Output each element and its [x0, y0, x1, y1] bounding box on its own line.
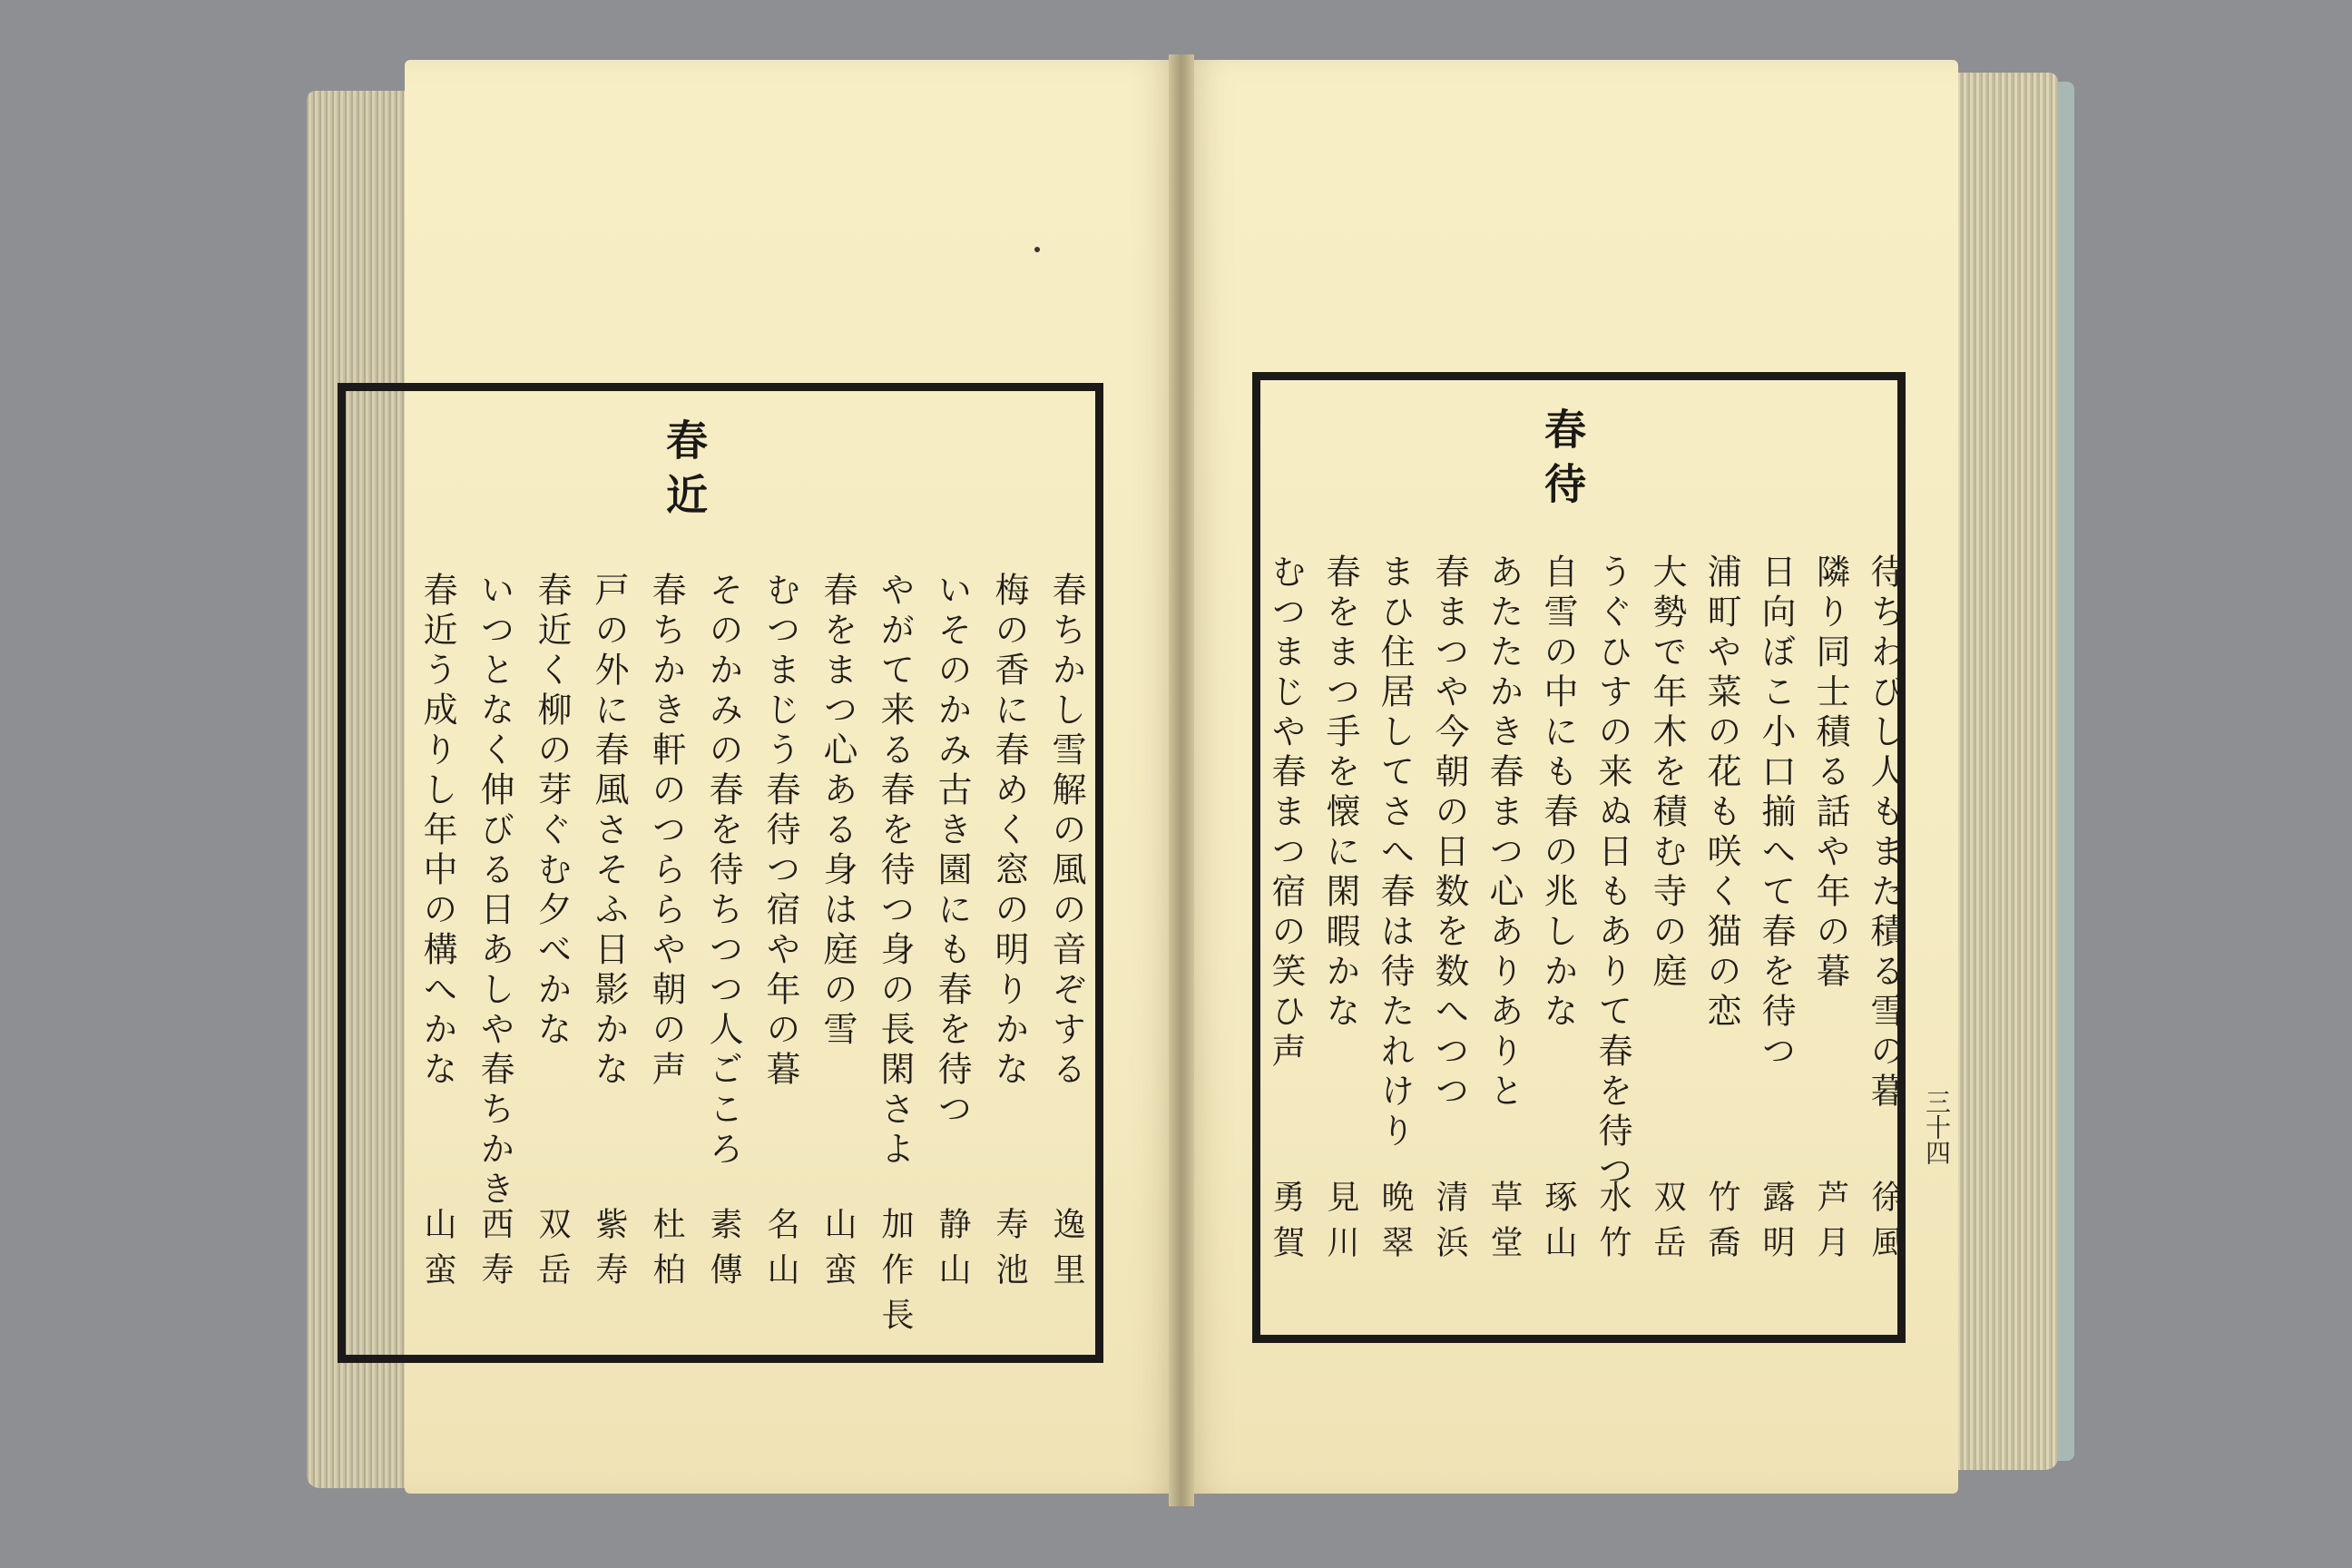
right-poem-text: 隣り同士積る話や年の暮 [1810, 554, 1850, 993]
right-title-char-1: 春 [1538, 407, 1587, 462]
left-poem-author: 双岳 [534, 1207, 571, 1298]
left-poem-text: 戸の外に春風さそふ日影かな [589, 572, 629, 1091]
left-poem-author: 静山 [934, 1207, 971, 1298]
right-title-char-2: 待 [1538, 462, 1587, 516]
right-poem-author: 勇賀 [1268, 1180, 1305, 1270]
left-title-char-1: 春 [660, 418, 709, 473]
right-poem-text: 自雪の中にも春の兆しかな [1538, 554, 1578, 1033]
page-edges-right [1949, 73, 2058, 1470]
right-poem-text: 春まつや今朝の日数を数へつつ [1429, 554, 1469, 1112]
right-title [1533, 407, 1592, 516]
left-poem-author: 西寿 [476, 1207, 514, 1298]
right-poem-text: 春をまつ手を懐に閑暇かな [1320, 554, 1360, 1033]
left-poem-text: やがて来る春を待つ身の長閑さよ [875, 572, 915, 1171]
right-poem-author: 双岳 [1649, 1180, 1686, 1270]
book-gutter [1169, 54, 1194, 1506]
left-title [654, 418, 714, 527]
left-poem-author: 逸里 [1048, 1207, 1085, 1298]
right-poem-text: うぐひすの来ぬ日もありて春を待つ [1592, 554, 1632, 1192]
left-poem-text: 春をまつ心ある身は庭の雪 [818, 572, 858, 1051]
left-poem-author: 名山 [762, 1207, 799, 1298]
right-poem-author: 晩翠 [1377, 1180, 1414, 1270]
right-poem-author: 竹喬 [1703, 1180, 1740, 1270]
left-poem-text: そのかみの春を待ちつつ人ごころ [703, 572, 743, 1171]
left-poem-text: むつまじう春待つ宿や年の暮 [760, 572, 800, 1091]
ink-spot [1034, 247, 1040, 252]
left-poem-author: 山蛮 [419, 1207, 456, 1298]
left-poem-author: 寿池 [991, 1207, 1028, 1298]
right-poem-text: あたたかき春まつ心ありありと [1484, 554, 1524, 1112]
page-number: 三十四 [1922, 1089, 1952, 1165]
right-poem-author: 水竹 [1594, 1180, 1632, 1270]
right-poem-text: むつまじや春まつ宿の笑ひ声 [1266, 554, 1306, 1073]
right-poem-author: 清浜 [1431, 1180, 1468, 1270]
left-poem-author: 杜柏 [648, 1207, 685, 1298]
right-poem-text: 浦町や菜の花も咲く猫の恋 [1701, 554, 1741, 1033]
right-poem-author: 見川 [1322, 1180, 1359, 1270]
right-poem-text: 大勢で年木を積む寺の庭 [1647, 554, 1687, 993]
left-poem-author: 山蛮 [819, 1207, 857, 1298]
left-poem-author: 加作長 [877, 1207, 914, 1343]
left-poem-text: 春ちかき軒のつららや朝の声 [646, 572, 686, 1091]
left-poem-text: 春ちかし雪解の風の音ぞする [1046, 572, 1086, 1091]
left-poem-author: 素傳 [705, 1207, 742, 1298]
left-title-char-2: 近 [660, 473, 709, 527]
right-poem-author: 徐風 [1867, 1180, 1904, 1270]
right-poem-author: 草堂 [1485, 1180, 1523, 1270]
left-poem-text: 春近く柳の芽ぐむ夕べかな [532, 572, 572, 1051]
left-poem-text: 梅の香に春めく窓の明りかな [989, 572, 1029, 1091]
right-poem-author: 琢山 [1540, 1180, 1577, 1270]
left-poem-text: いつとなく伸びる日あしや春ちかき [475, 572, 514, 1210]
right-poem-text: 待ちわびし人もまた積る雪の暮 [1865, 554, 1905, 1112]
right-poem-author: 露明 [1758, 1180, 1795, 1270]
right-poem-text: まひ住居してさへ春は待たれけり [1375, 554, 1415, 1152]
right-poem-text: 日向ぼこ小口揃へて春を待つ [1756, 554, 1796, 1073]
left-poem-text: 春近う成りし年中の構へかな [417, 572, 457, 1091]
right-poem-author: 芦月 [1812, 1180, 1849, 1270]
left-poem-text: いそのかみ古き園にも春を待つ [932, 572, 972, 1131]
left-poem-author: 紫寿 [591, 1207, 628, 1298]
